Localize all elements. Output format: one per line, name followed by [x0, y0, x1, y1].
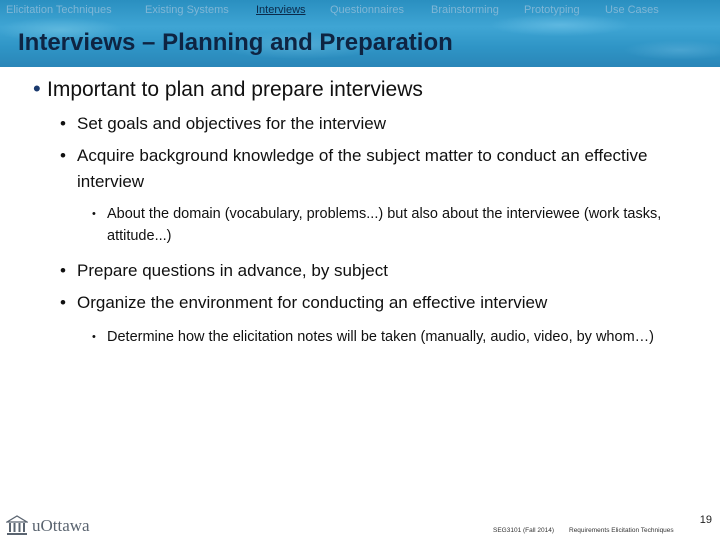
sub-bullet-text: Prepare questions in advance, by subject — [77, 261, 388, 280]
detail-bullet-text: About the domain (vocabulary, problems...) but also about the interviewee (work tasks, attitude...) — [107, 206, 662, 244]
detail-bullet-domain — [92, 203, 702, 247]
sub-bullet-background — [60, 143, 700, 195]
bullet-dot-icon: • — [33, 76, 41, 101]
section-nav — [0, 4, 720, 18]
bullet-dot-icon: • — [92, 331, 96, 343]
building-logo-icon — [6, 514, 28, 536]
footer-topic: Requirements Elicitation Techniques — [569, 527, 674, 534]
bullet-main-text: Important to plan and prepare interviews — [47, 78, 423, 101]
nav-item-elicitation-techniques[interactable]: Elicitation Techniques — [6, 4, 112, 16]
nav-item-prototyping[interactable]: Prototyping — [524, 4, 580, 16]
sub-bullet-questions — [60, 258, 700, 284]
footer-course: SEG3101 (Fall 2014) — [493, 527, 555, 534]
sub-bullet-text: Organize the environment for conducting an effective interview — [77, 293, 548, 312]
sub-bullet-text: Set goals and objectives for the interview — [77, 114, 387, 133]
bullet-dot-icon: • — [60, 146, 66, 165]
detail-bullet-notes — [92, 326, 702, 348]
page-number: 19 — [699, 514, 712, 526]
bullet-dot-icon: • — [60, 261, 66, 280]
sub-bullet-goals — [60, 111, 700, 137]
logo-wordmark: uOttawa — [32, 516, 90, 535]
sub-bullet-text: Acquire background knowledge of the subject matter to conduct an effective interview — [77, 146, 648, 191]
bullet-dot-icon: • — [60, 293, 66, 312]
nav-item-use-cases[interactable]: Use Cases — [605, 4, 659, 16]
sub-bullet-environment — [60, 290, 700, 316]
nav-item-questionnaires[interactable]: Questionnaires — [330, 4, 404, 16]
header-banner — [0, 0, 720, 67]
nav-item-interviews[interactable]: Interviews — [256, 4, 306, 16]
nav-item-brainstorming[interactable]: Brainstorming — [431, 4, 499, 16]
nav-item-existing-systems[interactable]: Existing Systems — [145, 4, 229, 16]
detail-bullet-text: Determine how the elicitation notes will be taken (manually, audio, video, by whom…) — [107, 329, 654, 345]
slide-title: Interviews – Planning and Preparation — [18, 29, 453, 56]
bullet-dot-icon: • — [60, 114, 66, 133]
bullet-dot-icon: • — [92, 208, 96, 220]
